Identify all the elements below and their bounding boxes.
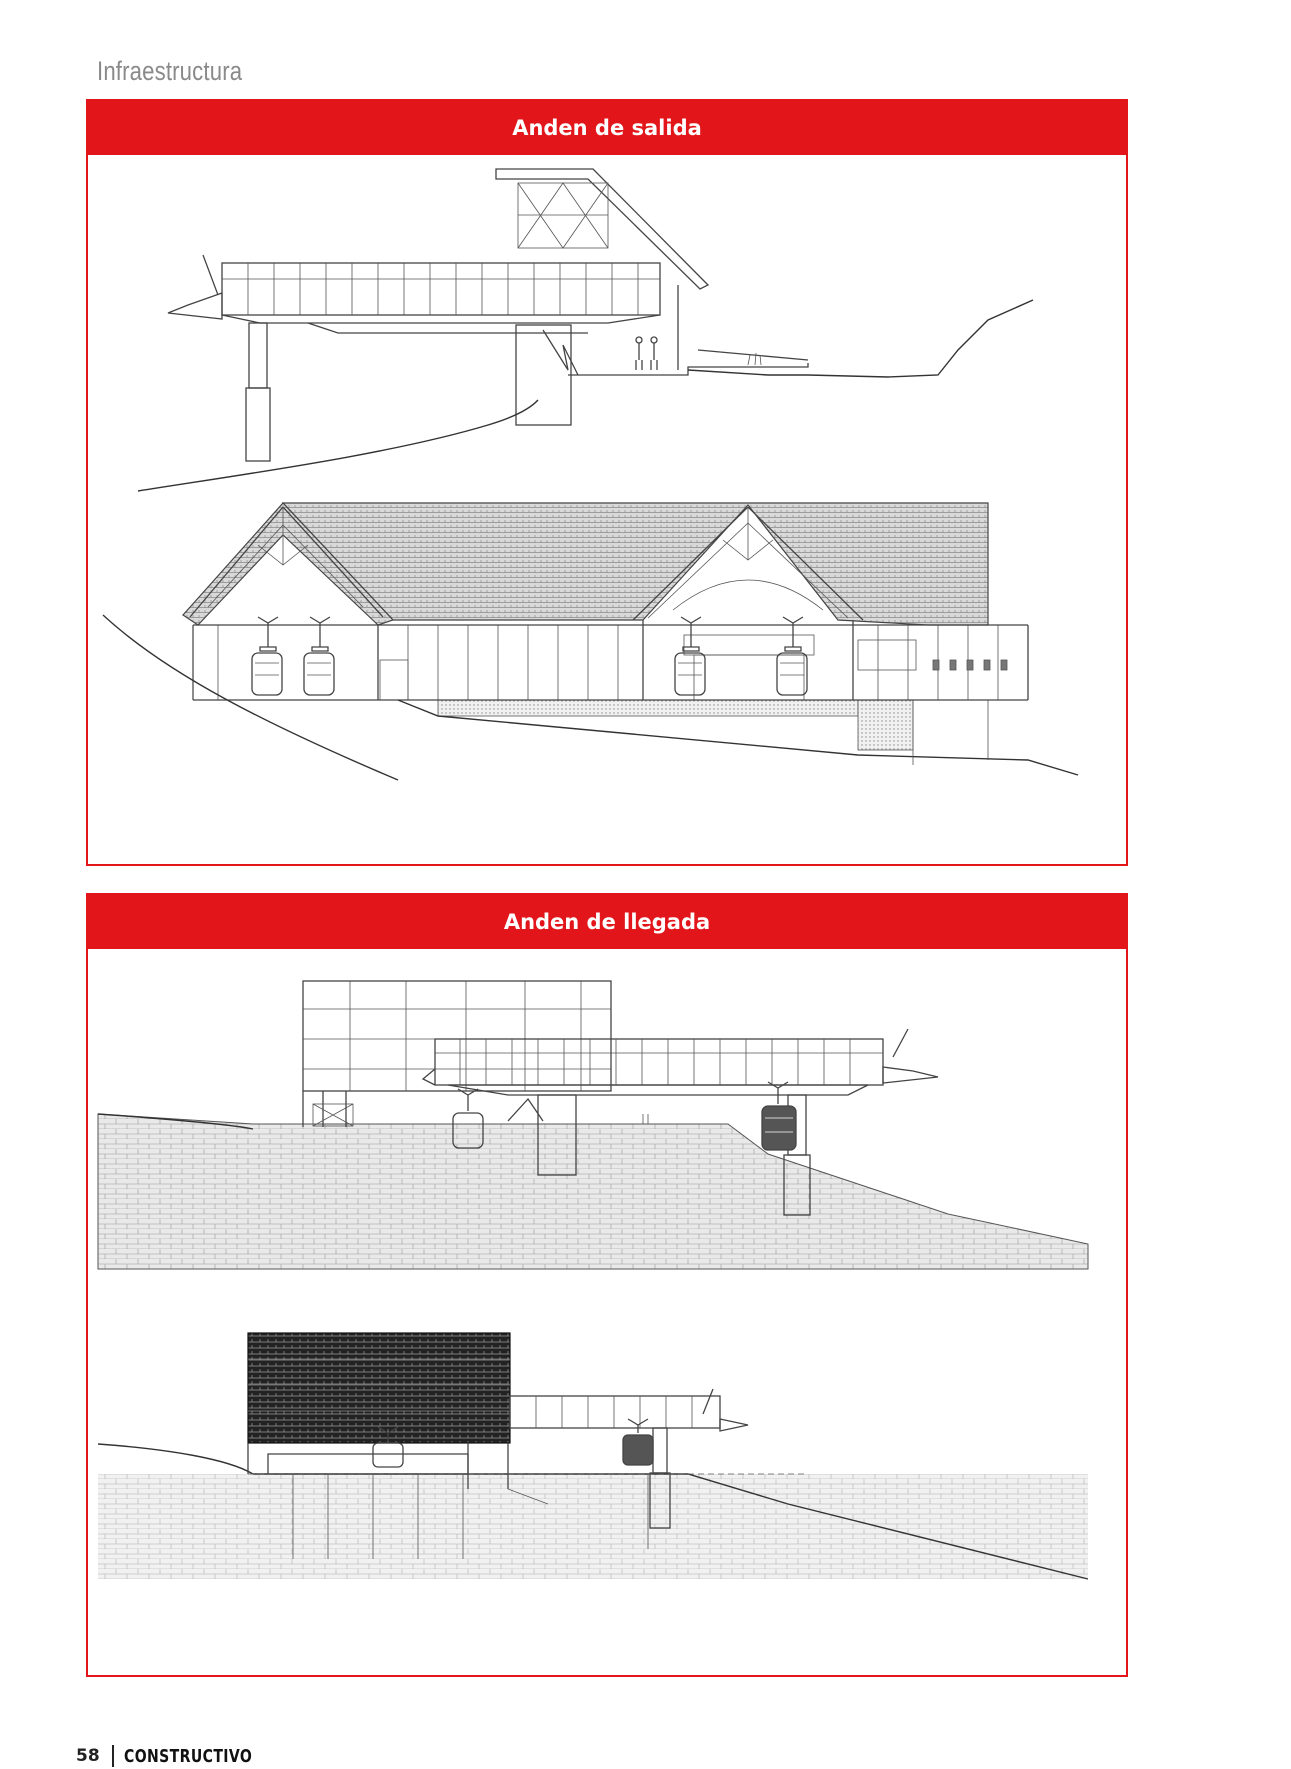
page-number: 58 — [76, 1746, 100, 1766]
roof-canopy — [496, 169, 708, 289]
drawing-llegada — [88, 949, 1126, 1675]
panel-anden-llegada — [86, 893, 1128, 1677]
page-footer — [76, 1743, 288, 1769]
footer-divider — [112, 1745, 114, 1767]
platform-beam — [435, 1039, 883, 1085]
panel-title: Anden de llegada — [88, 895, 1126, 949]
dark-facade — [248, 1333, 510, 1443]
drawing-salida — [88, 155, 1126, 864]
roof-shingles — [283, 503, 988, 625]
glass-building — [303, 981, 611, 1091]
pillar-left — [249, 323, 267, 388]
section-view-salida — [138, 169, 1033, 491]
elevation-view-llegada — [98, 1333, 1088, 1579]
platform-beam — [510, 1396, 720, 1428]
panel-title: Anden de salida — [88, 101, 1126, 155]
gondola-cabins — [252, 617, 807, 695]
publication-name: CONSTRUCTIVO — [123, 1745, 252, 1767]
section-view-llegada — [98, 981, 1088, 1269]
section-label: Infraestructura — [97, 56, 243, 86]
elevation-view-salida — [103, 503, 1078, 780]
panel-anden-salida — [86, 99, 1128, 866]
platform-beam — [222, 263, 660, 315]
